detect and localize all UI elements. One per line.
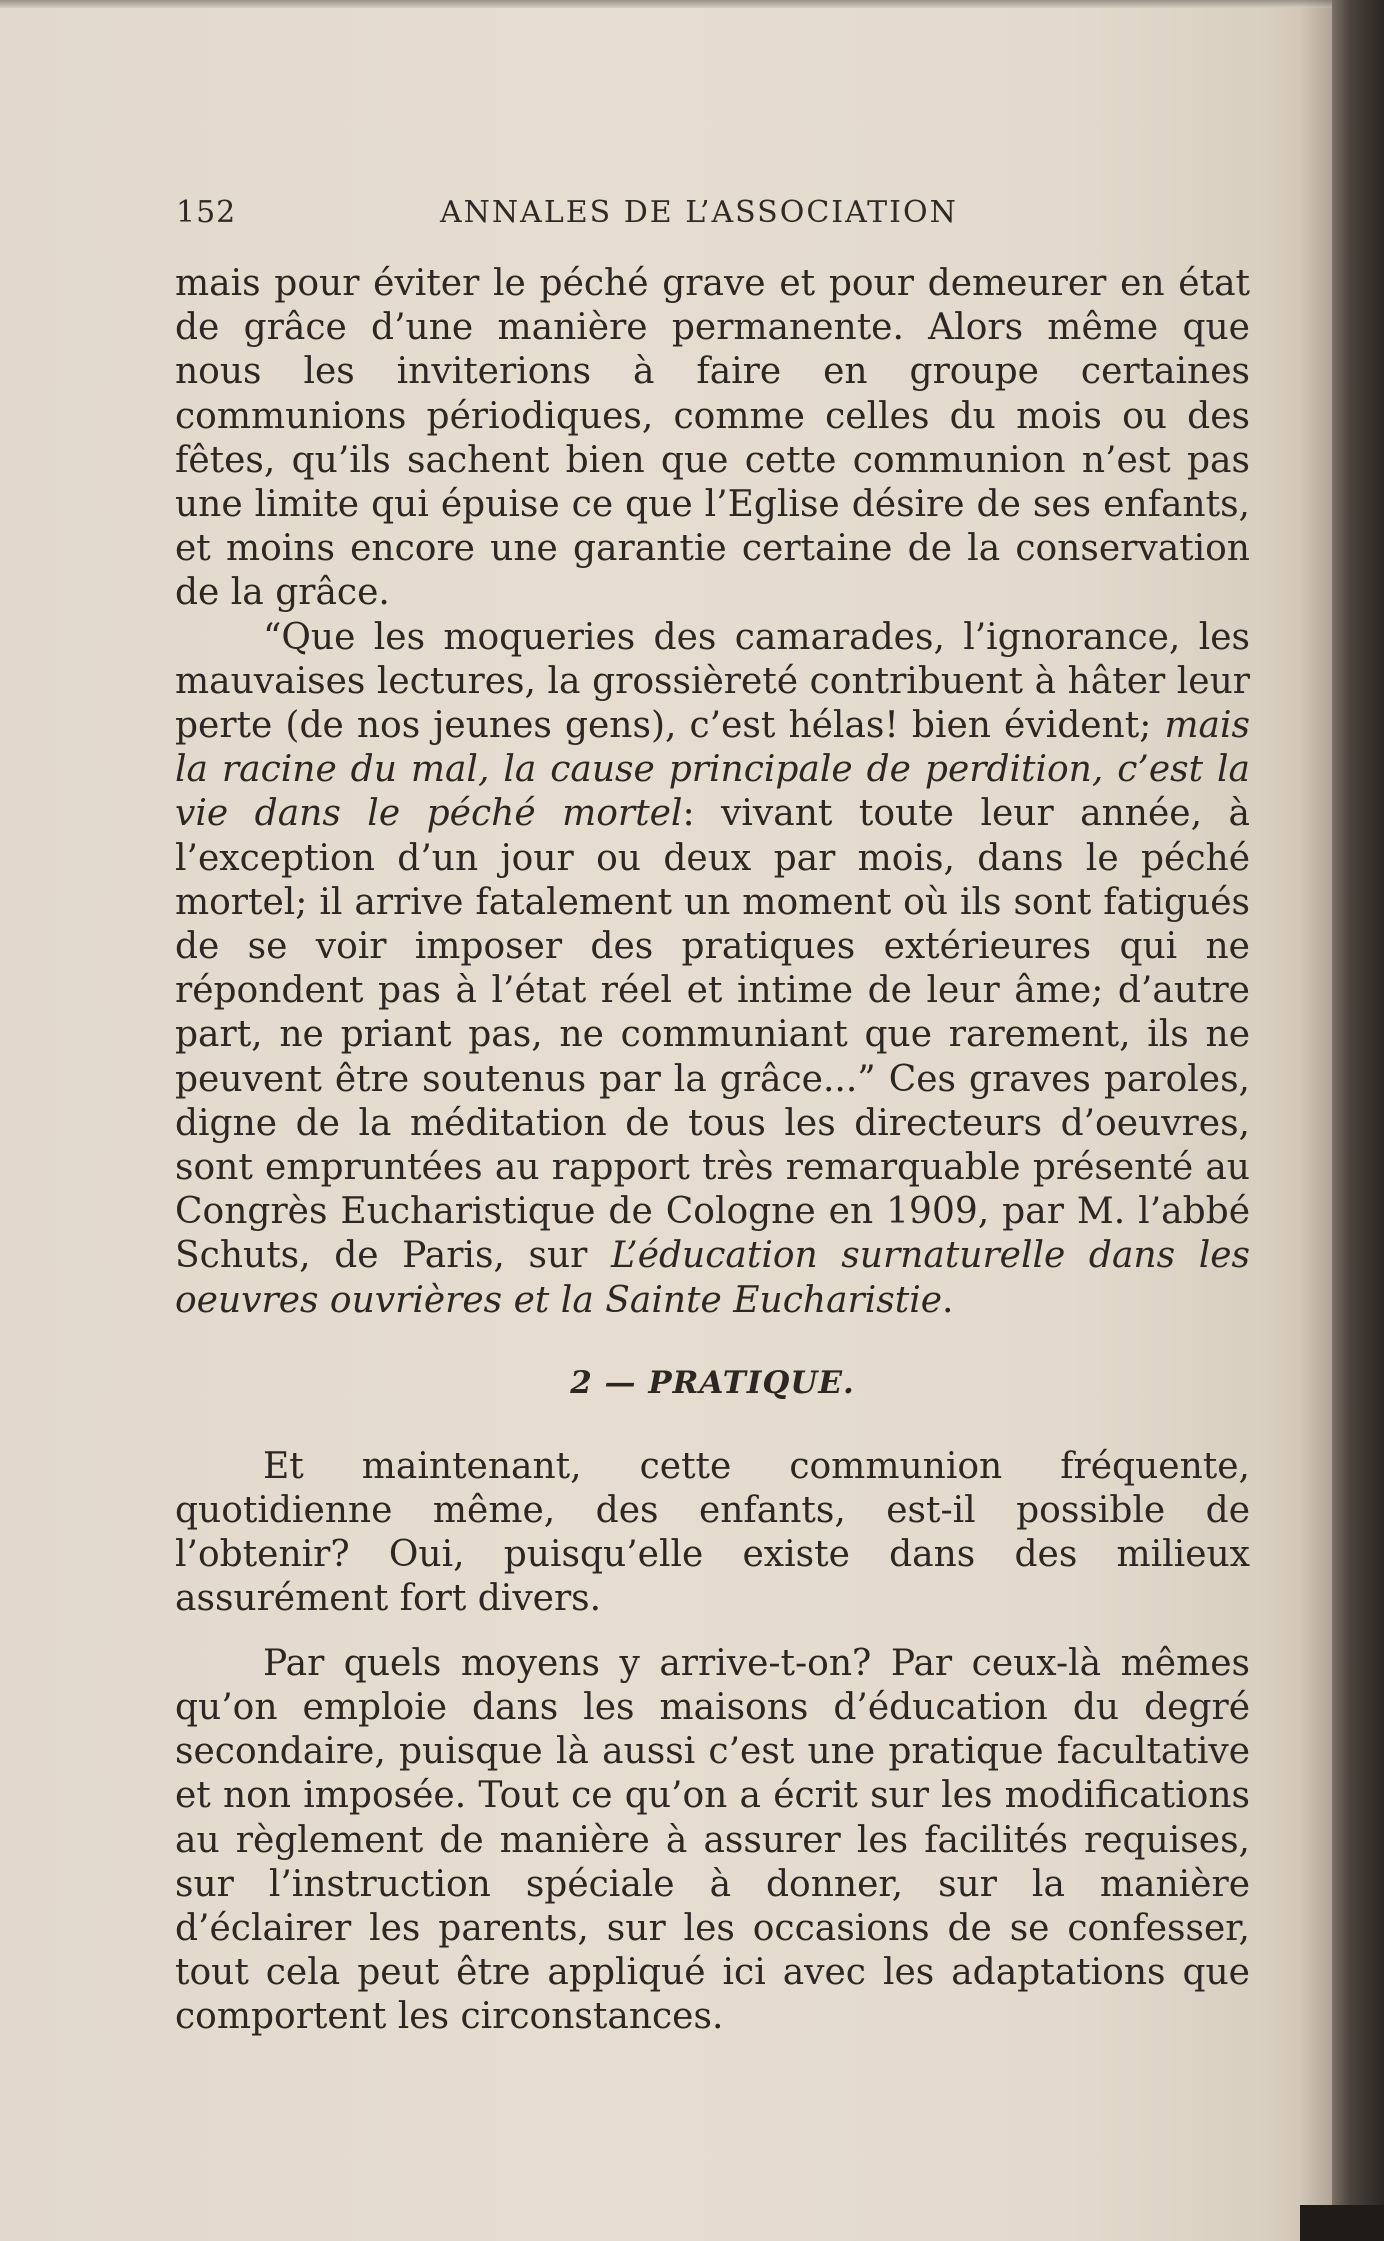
paragraph-3 bbox=[175, 1445, 1250, 1622]
paragraph-continuation bbox=[175, 262, 1250, 616]
paragraph-quote bbox=[175, 616, 1250, 1323]
page-number: 152 bbox=[176, 195, 237, 230]
cited-report-title: L’éducation surnaturelle dans les oeuvres ouvrières et la Sainte Eucharistie bbox=[175, 1235, 1251, 1321]
paragraph-4-text: Par quels moyens y arrive-t-on? Par ceux-là mêmes qu’on emploie dans les maisons d’éducation du degré secondaire, puisque là aussi c’est une pratique facultative et non imposée. Tout ce qu’on a écrit sur les modifications au règlement de manière à assurer les facilités requises, sur l’instruction spéciale à donner, sur la manière d’éclairer les parents, sur les occasions de se confesser, tout cela peut être appliqué ici avec les adaptations que comportent les circonstances. bbox=[175, 1642, 1250, 2038]
spine-shadow bbox=[1300, 2205, 1384, 2241]
running-title: ANNALES DE L’ASSOCIATION bbox=[440, 195, 958, 230]
quote-end: . bbox=[942, 1279, 954, 1321]
quote-text-1: “Que les moqueries des camarades, l’ignorance, les mauvaises lectures, la grossièreté contribuent à hâter leur perte (de nos jeunes gens), c’est hélas! bien évident; bbox=[175, 616, 1250, 747]
paragraph-4 bbox=[175, 1642, 1250, 2040]
quote-text-2: : vivant toute leur année, à l’exception d’un jour ou deux par mois, dans le péché mortel; il arrive fatalement un moment où ils sont fatigués de se voir imposer des pratiques extérieures qui ne répondent pas à l’état réel et intime de leur âme; d’autre part, ne priant pas, ne communiant que rarement, ils ne peuvent être soutenus par la grâce...” Ces graves paroles, digne de la méditation de tous les directeurs d’oeuvres, sont empruntées au rapport très remarquable présenté au Congrès Eucharistique de Cologne en 1909, par M. l’abbé Schuts, de Paris, sur bbox=[175, 793, 1250, 1277]
page-gutter-shadow bbox=[1300, 0, 1332, 2241]
section-heading: 2 — PRATIQUE. bbox=[570, 1364, 855, 1401]
paragraph-3-text: Et maintenant, cette communion fréquente, quotidienne même, des enfants, est-il possible de l’obtenir? Oui, puisqu’elle existe dans des milieux assurément fort divers. bbox=[175, 1445, 1250, 1620]
book-spine bbox=[1332, 0, 1384, 2241]
body-text bbox=[175, 262, 1250, 2040]
page-top-edge bbox=[0, 0, 1332, 8]
paragraph-1-text: mais pour éviter le péché grave et pour demeurer en état de grâce d’une manière permanente. Alors même que nous les inviterions à faire en groupe certaines communions périodiques, comme celles du mois ou des fêtes, qu’ils sachent bien que cette communion n’est pas une limite qui épuise ce que l’Eglise désire de ses enfants, et moins encore une garantie certaine de la conservation de la grâce. bbox=[175, 263, 1250, 614]
page-header bbox=[176, 195, 1256, 235]
quote-emphasis: mais la racine du mal, la cause principale de perdition, c’est la vie dans le péché mortel bbox=[175, 705, 1250, 835]
